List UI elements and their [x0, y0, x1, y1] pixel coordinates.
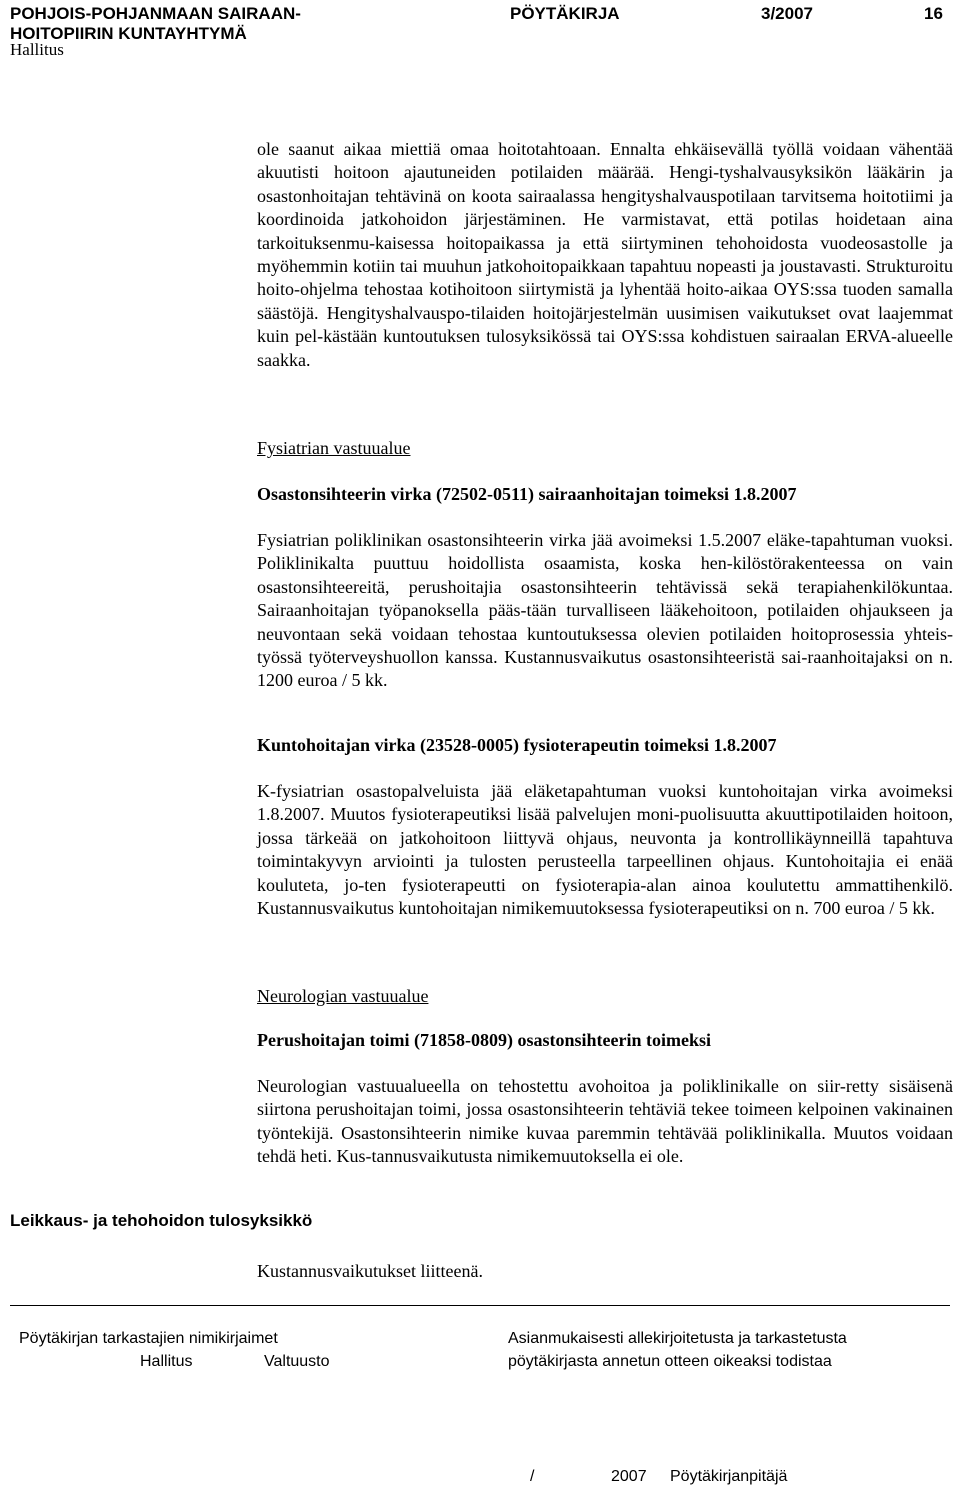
paragraph-neurologia: Neurologian vastuualueella on tehostettu avohoitoa ja poliklinikalle on siir-retty sisäisenä siirtona perushoitajan toimi, jossa osastonsihteerin tehtäviä tekee toimeen kelpoinen vakinainen työntekijä. Osastonsihteerin nimike kuvaa paremmin tehtävää poliklinikalla. Muutos voidaan tehdä heti. Kus-tannusvaikutusta nimikemuutoksella ei ole. [257, 1076, 953, 1167]
heading-osastonsihteerin-virka: Osastonsihteerin virka (72502-0511) sairaanhoitajan toimeksi 1.8.2007 [257, 484, 797, 504]
paragraph-fysiatrian-poliklinikka: Fysiatrian poliklinikan osastonsihteerin virka jää avoimeksi 1.5.2007 eläke-tapahtuman vuoksi. Poliklinikalta puuttuu hoidollista osaamista, koska hen-kilöstörakenteessa on vain osastonsihteereitä, perushoitajia osastonsihteerin tehtävissä sekä terapiahenkilökuntaa. Sairaanhoitajan työpanoksella pääs-tään turvalliseen lääkehoitoon, potilaiden ohjaukseen ja neuvontaan sekä voidaan tehostaa kuntoutuksessa olevien potilaiden hoitoprosessia yhteis-työssä työterveyshuollon kanssa. Kustannusvaikutus osastonsihteeristä sai-raanhoitajaksi on n. 1200 euroa / 5 kk. [257, 530, 953, 691]
organization-name-line1: POHJOIS-POHJANMAAN SAIRAAN- [10, 4, 301, 23]
organization-name-line2: HOITOPIIRIN KUNTAYHTYMÄ [10, 24, 247, 43]
paragraph-hengityshalvaus: ole saanut aikaa miettiä omaa hoitotahtoaan. Ennalta ehkäisevällä työllä voidaan vähentää akuutisti hoitoon ajautuneiden potilaiden määrää. Hengi-tyshalvausyksikön lääkärin ja osastonhoitajan tehtävinä on koota sairaalassa hengityshalvauspotilaan tarvitsema hoitotiimi ja koordinoida jatkohoidon järjestäminen. He varmistavat, että potilas hoidetaan aina tarkoituksenmu-kaisessa hoitopaikassa ja että siirtyminen tehohoidosta vuodeosastolle ja myöhemmin kotiin tai muuhun jatkohoitopaikkaan tapahtuu nopeasti ja joustavasti. Strukturoitu hoito-ohjelma tehostaa kotihoitoon siirtymistä ja lyhentää hoito-aikaa OYS:ssa tuoden samalla säästöjä. Hengityshalvauspo-tilaiden hoitojärjestelmän uusimisen vaikutukset ovat laajemmat kuin pel-kästään kuntoutuksen tulosyksikössä tai OYS:ssa kohdistuen sairaalan ERVA-alueelle saakka. [257, 139, 953, 370]
attachment-note: Kustannusvaikutukset liitteenä. [257, 1261, 483, 1281]
heading-perushoitajan-toimi: Perushoitajan toimi (71858-0809) osastonsihteerin toimeksi [257, 1030, 711, 1050]
side-label-leikkaus-tehohoito: Leikkaus- ja tehohoidon tulosyksikkö [10, 1211, 313, 1230]
heading-fysiatrian-vastuualue: Fysiatrian vastuualue [257, 438, 411, 458]
document-number: 3/2007 [761, 4, 813, 23]
footer-divider [10, 1305, 950, 1306]
heading-neurologian-vastuualue: Neurologian vastuualue [257, 986, 429, 1006]
section-name: Hallitus [10, 40, 64, 59]
paragraph-k-fysiatria: K-fysiatrian osastopalveluista jää eläketapahtuman vuoksi kuntohoitajan virka avoimeksi 1.8.2007. Muutos fysioterapeutiksi lisää palvelujen moni-puolisuutta akuuttipotilaiden hoitoon, jossa tärkeää on jatkohoitoon liittyvä ohjaus, neuvonta ja kontrollikäynneillä tapahtuva toimintakyvyn arviointi ja tulosten perusteella tarpeellinen ohjaus. Kuntohoitajia ei enää kouluteta, jo-ten fysioterapeutti on fysioterapia-alan ainoa koulutettu ammattihenkilö. Kustannusvaikutus kuntohoitajan nimikemuutoksessa fysioterapeutiksi on n. 700 euroa / 5 kk. [257, 781, 953, 919]
footer-minutes-keeper: Pöytäkirjanpitäjä [670, 1468, 788, 1485]
footer-date-slash: / [530, 1468, 535, 1485]
footer-certification-line1: Asianmukaisesti allekirjoitetusta ja tarkastetusta [508, 1330, 847, 1347]
page-number: 16 [924, 4, 943, 23]
footer-initials-title: Pöytäkirjan tarkastajien nimikirjaimet [19, 1330, 278, 1347]
document-type: PÖYTÄKIRJA [510, 4, 620, 23]
footer-hallitus: Hallitus [140, 1353, 193, 1370]
heading-kuntohoitajan-virka: Kuntohoitajan virka (23528-0005) fysioterapeutin toimeksi 1.8.2007 [257, 735, 777, 755]
footer-valtuusto: Valtuusto [264, 1353, 330, 1370]
footer-certification-line2: pöytäkirjasta annetun otteen oikeaksi todistaa [508, 1353, 832, 1370]
footer-year: 2007 [611, 1468, 647, 1485]
